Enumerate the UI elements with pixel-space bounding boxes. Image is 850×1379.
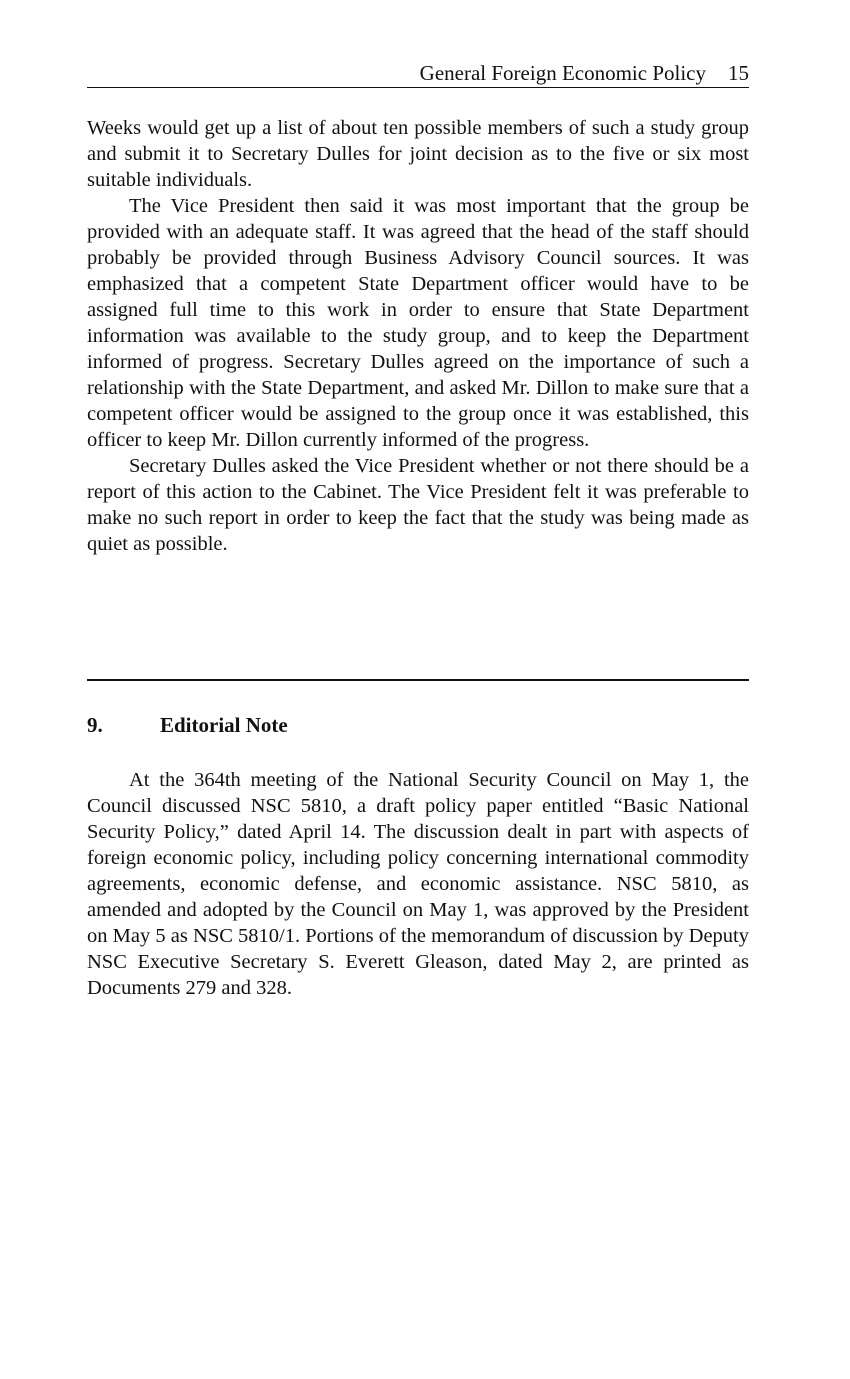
running-title: General Foreign Economic Policy: [419, 61, 706, 85]
section-divider: [87, 679, 749, 681]
page-number: 15: [728, 61, 749, 85]
document-number: 9.: [87, 713, 103, 737]
paragraph: Secretary Dulles asked the Vice President whether or not there should be a report of this action to the Cabinet. The Vice President felt it was preferable to make no such report in order to keep the fact that the study was being made as quiet as possible.: [87, 455, 749, 555]
editorial-note-text: [87, 767, 749, 1001]
paragraph: At the 364th meeting of the National Security Council on May 1, the Council discussed NSC 5810, a draft policy paper entitled “Basic National Security Policy,” dated April 14. The discussion dealt in part with aspects of foreign economic policy, including policy concerning international commodity agreements, economic defense, and economic assistance. NSC 5810, as amended and adopted by the Council on May 1, was approved by the President on May 5 as NSC 5810/1. Portions of the memorandum of discussion by Deputy NSC Executive Secretary S. Everett Gleason, dated May 2, are printed as Documents 279 and 328.: [87, 769, 749, 999]
paragraph: The Vice President then said it was most important that the group be provided with an adequate staff. It was agreed that the head of the staff should probably be provided through Business Advisory Council sources. It was emphasized that a competent State Department officer would have to be assigned full time to this work in order to ensure that State Department information was available to the study group, and to keep the Department informed of progress. Secretary Dulles agreed on the importance of such a relationship with the State Department, and asked Mr. Dillon to make sure that a competent officer would be assigned to the group once it was established, this officer to keep Mr. Dillon currently informed of the progress.: [87, 195, 749, 451]
section-title: Editorial Note: [160, 713, 288, 737]
section-heading: [87, 711, 749, 739]
paragraph: Weeks would get up a list of about ten possible members of such a study group and submit it to Secretary Dulles for joint decision as to the five or six most suitable individuals.: [87, 117, 749, 191]
continued-memorandum-text: [87, 115, 749, 557]
running-header: [87, 60, 749, 88]
